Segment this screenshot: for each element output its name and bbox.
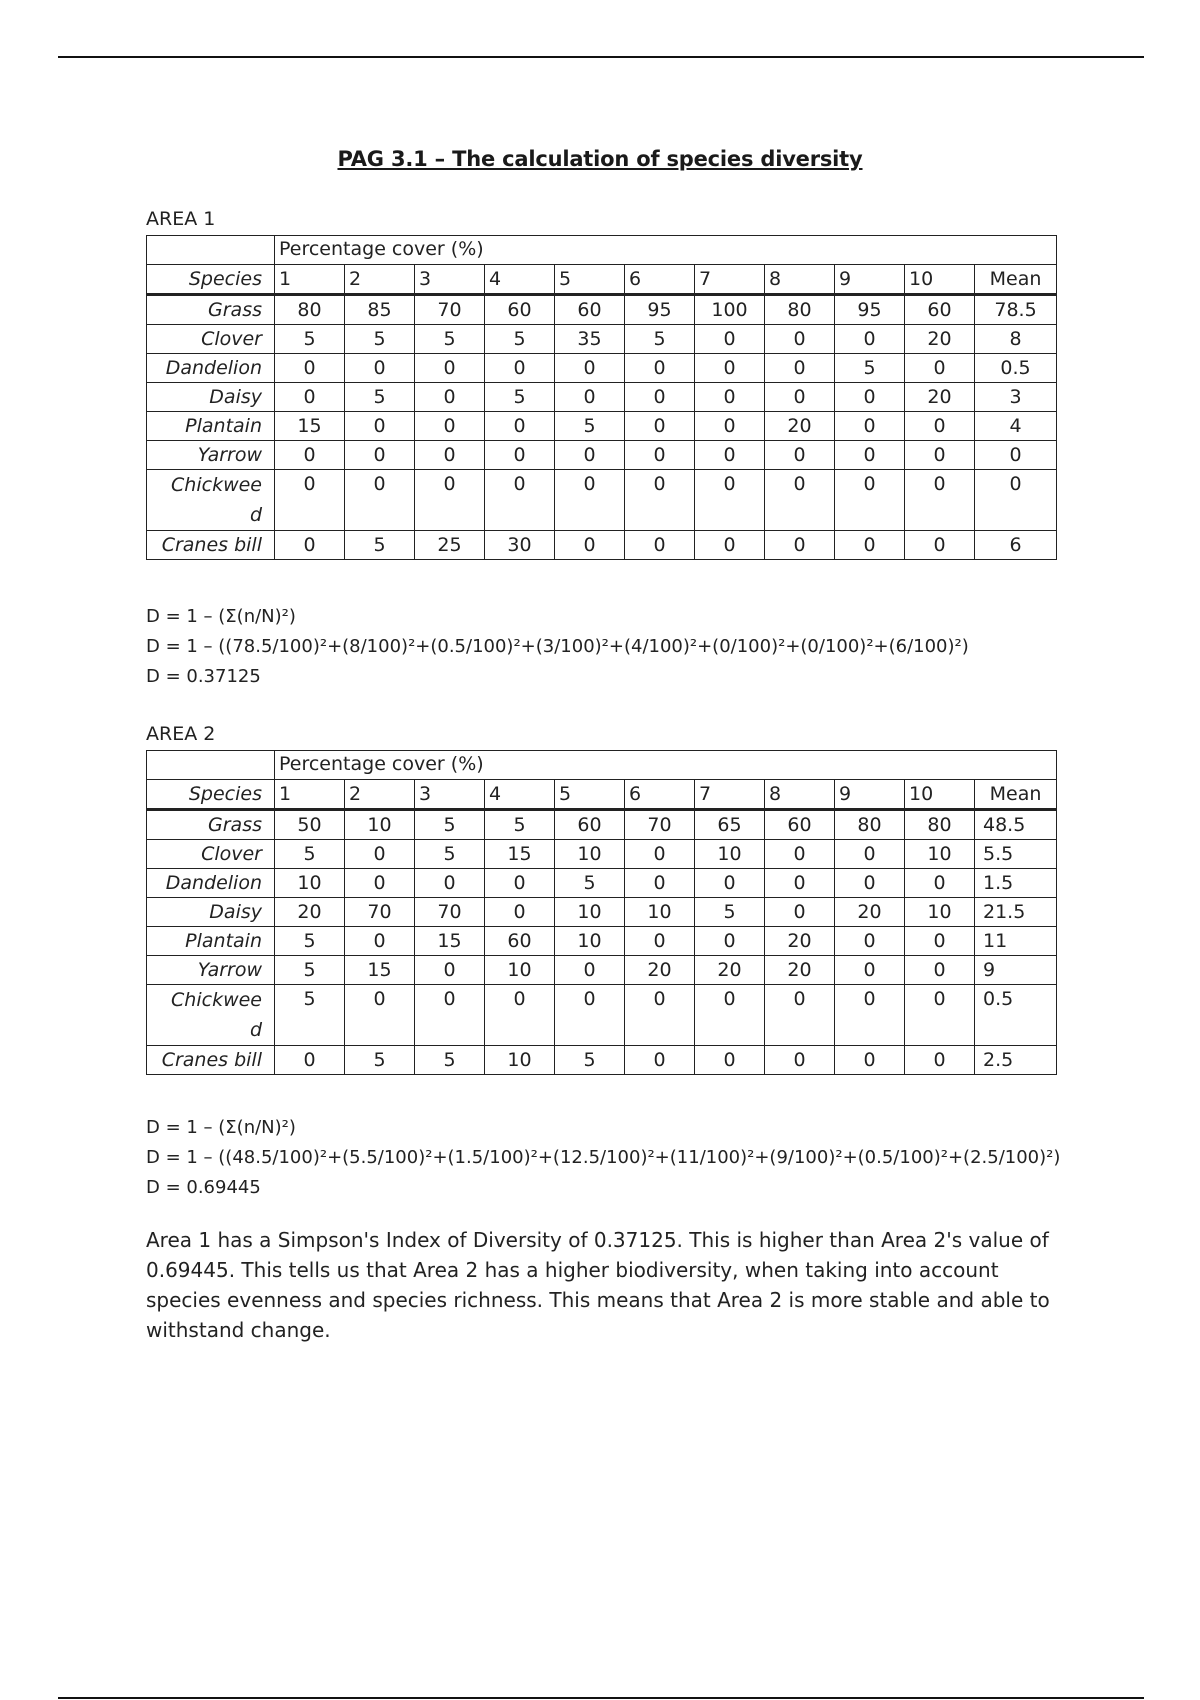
cover-value-cell: 65: [695, 810, 765, 840]
cover-value-cell: 10: [485, 1046, 555, 1075]
cover-value-cell: 0: [415, 354, 485, 383]
cover-value-cell: 0: [345, 927, 415, 956]
quadrat-column-header: 3: [415, 780, 485, 810]
quadrat-column-header: 6: [625, 265, 695, 295]
cover-value-cell: 0: [555, 383, 625, 412]
cover-value-cell: 10: [275, 869, 345, 898]
cover-value-cell: 5: [415, 325, 485, 354]
cover-value-cell: 0: [485, 985, 555, 1046]
table-row: [147, 383, 1057, 412]
percentage-cover-header: Percentage cover (%): [275, 751, 1057, 780]
cover-value-cell: 0: [555, 470, 625, 531]
footer-rule: [58, 1697, 1144, 1699]
cover-value-cell: 0: [765, 470, 835, 531]
cover-value-cell: 0: [485, 412, 555, 441]
cover-value-cell: 70: [415, 295, 485, 325]
species-column-header: Species: [147, 265, 275, 295]
species-name: Cranes bill: [147, 1046, 275, 1075]
mean-column-header: Mean: [975, 780, 1057, 810]
table-row: [147, 1046, 1057, 1075]
cover-value-cell: 5: [485, 383, 555, 412]
table-row: [147, 840, 1057, 869]
cover-value-cell: 0: [345, 470, 415, 531]
cover-value-cell: 0: [695, 354, 765, 383]
cover-value-cell: 0: [765, 840, 835, 869]
percentage-cover-header: Percentage cover (%): [275, 236, 1057, 265]
quadrat-column-header: 1: [275, 265, 345, 295]
quadrat-column-header: 7: [695, 265, 765, 295]
formula-line: D = 0.69445: [146, 1177, 261, 1198]
cover-value-cell: 0: [625, 354, 695, 383]
quadrat-column-header: 10: [905, 265, 975, 295]
cover-value-cell: 80: [765, 295, 835, 325]
cover-value-cell: 0: [695, 470, 765, 531]
conclusion-paragraph: Area 1 has a Simpson's Index of Diversity of 0.37125. This is higher than Area 2's value of 0.69445. This tells us that Area 2 has a higher biodiversity, when taking into account species evenness and species richness. This means that Area 2 is more stable and able to withstand change.: [146, 1228, 1050, 1342]
mean-value-cell: 1.5: [975, 869, 1057, 898]
species-name: Chickwee d: [147, 470, 275, 531]
cover-value-cell: 0: [765, 441, 835, 470]
table-row: [147, 295, 1057, 325]
quadrat-column-header: 7: [695, 780, 765, 810]
cover-value-cell: 60: [765, 810, 835, 840]
table-row: [147, 869, 1057, 898]
mean-value-cell: 6: [975, 531, 1057, 560]
cover-value-cell: 0: [625, 1046, 695, 1075]
cover-value-cell: 0: [695, 441, 765, 470]
formula-line: D = 1 – (Σ(n/N)²): [146, 1117, 296, 1138]
mean-value-cell: 11: [975, 927, 1057, 956]
cover-value-cell: 0: [835, 956, 905, 985]
species-name: Daisy: [147, 898, 275, 927]
cover-value-cell: 15: [415, 927, 485, 956]
cover-value-cell: 5: [345, 325, 415, 354]
cover-value-cell: 5: [555, 412, 625, 441]
cover-value-cell: 80: [835, 810, 905, 840]
cover-value-cell: 5: [345, 1046, 415, 1075]
cover-value-cell: 0: [695, 985, 765, 1046]
mean-column-header: Mean: [975, 265, 1057, 295]
cover-value-cell: 0: [555, 531, 625, 560]
header-blank-cell: [147, 236, 275, 265]
cover-value-cell: 5: [275, 325, 345, 354]
column-header-row: [147, 265, 1057, 295]
percentage-cover-header-row: [147, 236, 1057, 265]
cover-value-cell: 0: [625, 985, 695, 1046]
cover-value-cell: 60: [555, 810, 625, 840]
cover-value-cell: 0: [625, 383, 695, 412]
cover-value-cell: 0: [345, 441, 415, 470]
area-1-label: AREA 1: [146, 208, 216, 230]
mean-value-cell: 3: [975, 383, 1057, 412]
cover-value-cell: 0: [555, 956, 625, 985]
cover-value-cell: 0: [835, 927, 905, 956]
cover-value-cell: 0: [485, 869, 555, 898]
cover-value-cell: 5: [275, 985, 345, 1046]
cover-value-cell: 5: [415, 810, 485, 840]
quadrat-column-header: 8: [765, 265, 835, 295]
cover-value-cell: 5: [345, 383, 415, 412]
mean-value-cell: 0: [975, 470, 1057, 531]
mean-value-cell: 4: [975, 412, 1057, 441]
species-name: Yarrow: [147, 956, 275, 985]
species-name: Dandelion: [147, 869, 275, 898]
cover-value-cell: 0: [625, 412, 695, 441]
quadrat-column-header: 1: [275, 780, 345, 810]
cover-value-cell: 20: [835, 898, 905, 927]
cover-value-cell: 10: [345, 810, 415, 840]
cover-value-cell: 5: [835, 354, 905, 383]
cover-value-cell: 10: [555, 927, 625, 956]
species-name: Plantain: [147, 927, 275, 956]
cover-value-cell: 0: [695, 383, 765, 412]
species-name: Plantain: [147, 412, 275, 441]
cover-value-cell: 0: [765, 383, 835, 412]
quadrat-column-header: 5: [555, 265, 625, 295]
table-row: [147, 470, 1057, 531]
mean-value-cell: 5.5: [975, 840, 1057, 869]
mean-value-cell: 21.5: [975, 898, 1057, 927]
cover-value-cell: 50: [275, 810, 345, 840]
species-name: Chickwee d: [147, 985, 275, 1046]
cover-value-cell: 20: [625, 956, 695, 985]
species-column-header: Species: [147, 780, 275, 810]
cover-value-cell: 0: [275, 383, 345, 412]
cover-value-cell: 0: [695, 927, 765, 956]
cover-value-cell: 0: [345, 354, 415, 383]
cover-value-cell: 0: [275, 470, 345, 531]
formula-line: D = 1 – ((48.5/100)²+(5.5/100)²+(1.5/100)²+(12.5/100)²+(11/100)²+(9/100)²+(0.5/100)²+(2.5/100)²): [146, 1147, 1061, 1168]
cover-value-cell: 0: [905, 441, 975, 470]
cover-value-cell: 60: [905, 295, 975, 325]
species-name: Cranes bill: [147, 531, 275, 560]
mean-value-cell: 2.5: [975, 1046, 1057, 1075]
cover-value-cell: 0: [485, 354, 555, 383]
cover-value-cell: 10: [905, 898, 975, 927]
cover-value-cell: 10: [555, 840, 625, 869]
cover-value-cell: 5: [695, 898, 765, 927]
mean-value-cell: 48.5: [975, 810, 1057, 840]
area-2-formula: [146, 1113, 1060, 1203]
cover-value-cell: 0: [695, 412, 765, 441]
mean-value-cell: 0.5: [975, 354, 1057, 383]
cover-value-cell: 10: [625, 898, 695, 927]
cover-value-cell: 20: [905, 325, 975, 354]
cover-value-cell: 20: [275, 898, 345, 927]
quadrat-column-header: 6: [625, 780, 695, 810]
cover-value-cell: 0: [835, 985, 905, 1046]
cover-value-cell: 100: [695, 295, 765, 325]
formula-line: D = 0.37125: [146, 666, 261, 687]
cover-value-cell: 60: [555, 295, 625, 325]
cover-value-cell: 0: [905, 956, 975, 985]
cover-value-cell: 0: [275, 1046, 345, 1075]
cover-value-cell: 0: [765, 354, 835, 383]
quadrat-column-header: 5: [555, 780, 625, 810]
cover-value-cell: 0: [765, 531, 835, 560]
mean-value-cell: 9: [975, 956, 1057, 985]
cover-value-cell: 0: [485, 441, 555, 470]
area-2-label: AREA 2: [146, 723, 216, 745]
cover-value-cell: 0: [415, 441, 485, 470]
cover-value-cell: 0: [905, 531, 975, 560]
cover-value-cell: 20: [905, 383, 975, 412]
cover-value-cell: 35: [555, 325, 625, 354]
cover-value-cell: 0: [695, 1046, 765, 1075]
cover-value-cell: 0: [835, 840, 905, 869]
cover-value-cell: 0: [625, 531, 695, 560]
table-row: [147, 927, 1057, 956]
species-name: Yarrow: [147, 441, 275, 470]
table-row: [147, 985, 1057, 1046]
cover-value-cell: 95: [835, 295, 905, 325]
quadrat-column-header: 2: [345, 265, 415, 295]
table-row: [147, 531, 1057, 560]
page-title: PAG 3.1 – The calculation of species diversity: [337, 147, 863, 171]
species-name: Daisy: [147, 383, 275, 412]
cover-value-cell: 0: [765, 325, 835, 354]
cover-value-cell: 5: [485, 325, 555, 354]
cover-value-cell: 0: [555, 354, 625, 383]
table-row: [147, 956, 1057, 985]
cover-value-cell: 0: [275, 441, 345, 470]
area-1-formula: [146, 602, 969, 692]
cover-value-cell: 80: [905, 810, 975, 840]
cover-value-cell: 70: [415, 898, 485, 927]
species-name: Grass: [147, 295, 275, 325]
cover-value-cell: 0: [625, 840, 695, 869]
percentage-cover-header-row: [147, 751, 1057, 780]
cover-value-cell: 5: [625, 325, 695, 354]
cover-value-cell: 0: [625, 441, 695, 470]
cover-value-cell: 5: [345, 531, 415, 560]
mean-value-cell: 0.5: [975, 985, 1057, 1046]
cover-value-cell: 25: [415, 531, 485, 560]
cover-value-cell: 0: [345, 985, 415, 1046]
area-1-table: [146, 235, 1057, 560]
cover-value-cell: 0: [275, 354, 345, 383]
mean-value-cell: 78.5: [975, 295, 1057, 325]
cover-value-cell: 0: [905, 354, 975, 383]
cover-value-cell: 15: [485, 840, 555, 869]
cover-value-cell: 15: [345, 956, 415, 985]
cover-value-cell: 0: [555, 441, 625, 470]
cover-value-cell: 30: [485, 531, 555, 560]
formula-line: D = 1 – ((78.5/100)²+(8/100)²+(0.5/100)²+(3/100)²+(4/100)²+(0/100)²+(0/100)²+(6/100)²): [146, 636, 969, 657]
table-row: [147, 354, 1057, 383]
species-name: Grass: [147, 810, 275, 840]
cover-value-cell: 0: [415, 956, 485, 985]
cover-value-cell: 0: [415, 985, 485, 1046]
cover-value-cell: 10: [485, 956, 555, 985]
cover-value-cell: 0: [835, 325, 905, 354]
cover-value-cell: 5: [555, 1046, 625, 1075]
cover-value-cell: 0: [835, 383, 905, 412]
cover-value-cell: 0: [345, 840, 415, 869]
cover-value-cell: 0: [485, 470, 555, 531]
cover-value-cell: 0: [835, 531, 905, 560]
table-row: [147, 325, 1057, 354]
table-row: [147, 810, 1057, 840]
cover-value-cell: 0: [415, 412, 485, 441]
table-row: [147, 412, 1057, 441]
species-name: Dandelion: [147, 354, 275, 383]
cover-value-cell: 0: [905, 927, 975, 956]
header-rule: [58, 56, 1144, 58]
cover-value-cell: 5: [485, 810, 555, 840]
quadrat-column-header: 8: [765, 780, 835, 810]
cover-value-cell: 70: [625, 810, 695, 840]
cover-value-cell: 0: [345, 869, 415, 898]
cover-value-cell: 0: [695, 531, 765, 560]
cover-value-cell: 20: [765, 956, 835, 985]
mean-value-cell: 8: [975, 325, 1057, 354]
cover-value-cell: 5: [275, 840, 345, 869]
cover-value-cell: 5: [275, 956, 345, 985]
quadrat-column-header: 4: [485, 265, 555, 295]
header-blank-cell: [147, 751, 275, 780]
cover-value-cell: 60: [485, 295, 555, 325]
cover-value-cell: 0: [905, 869, 975, 898]
cover-value-cell: 10: [695, 840, 765, 869]
cover-value-cell: 5: [415, 840, 485, 869]
cover-value-cell: 0: [695, 325, 765, 354]
cover-value-cell: 0: [415, 869, 485, 898]
cover-value-cell: 0: [835, 412, 905, 441]
quadrat-column-header: 10: [905, 780, 975, 810]
table-row: [147, 441, 1057, 470]
cover-value-cell: 0: [625, 927, 695, 956]
quadrat-column-header: 4: [485, 780, 555, 810]
cover-value-cell: 0: [625, 869, 695, 898]
quadrat-column-header: 9: [835, 780, 905, 810]
cover-value-cell: 0: [555, 985, 625, 1046]
cover-value-cell: 0: [905, 470, 975, 531]
cover-value-cell: 10: [905, 840, 975, 869]
cover-value-cell: 20: [765, 927, 835, 956]
cover-value-cell: 0: [835, 869, 905, 898]
cover-value-cell: 70: [345, 898, 415, 927]
mean-value-cell: 0: [975, 441, 1057, 470]
cover-value-cell: 0: [275, 531, 345, 560]
cover-value-cell: 0: [625, 470, 695, 531]
cover-value-cell: 0: [695, 869, 765, 898]
cover-value-cell: 0: [835, 470, 905, 531]
cover-value-cell: 0: [905, 412, 975, 441]
cover-value-cell: 0: [415, 470, 485, 531]
cover-value-cell: 60: [485, 927, 555, 956]
cover-value-cell: 0: [765, 898, 835, 927]
column-header-row: [147, 780, 1057, 810]
cover-value-cell: 0: [345, 412, 415, 441]
cover-value-cell: 5: [275, 927, 345, 956]
cover-value-cell: 85: [345, 295, 415, 325]
formula-line: D = 1 – (Σ(n/N)²): [146, 606, 296, 627]
cover-value-cell: 0: [905, 1046, 975, 1075]
quadrat-column-header: 3: [415, 265, 485, 295]
quadrat-column-header: 2: [345, 780, 415, 810]
cover-value-cell: 0: [765, 985, 835, 1046]
cover-value-cell: 0: [765, 869, 835, 898]
cover-value-cell: 5: [415, 1046, 485, 1075]
cover-value-cell: 5: [555, 869, 625, 898]
cover-value-cell: 95: [625, 295, 695, 325]
quadrat-column-header: 9: [835, 265, 905, 295]
cover-value-cell: 0: [905, 985, 975, 1046]
cover-value-cell: 0: [485, 898, 555, 927]
area-2-table: [146, 750, 1057, 1075]
cover-value-cell: 0: [835, 441, 905, 470]
cover-value-cell: 10: [555, 898, 625, 927]
cover-value-cell: 20: [695, 956, 765, 985]
species-name: Clover: [147, 840, 275, 869]
species-name: Clover: [147, 325, 275, 354]
cover-value-cell: 0: [415, 383, 485, 412]
table-row: [147, 898, 1057, 927]
cover-value-cell: 0: [835, 1046, 905, 1075]
cover-value-cell: 15: [275, 412, 345, 441]
cover-value-cell: 0: [765, 1046, 835, 1075]
cover-value-cell: 80: [275, 295, 345, 325]
cover-value-cell: 20: [765, 412, 835, 441]
